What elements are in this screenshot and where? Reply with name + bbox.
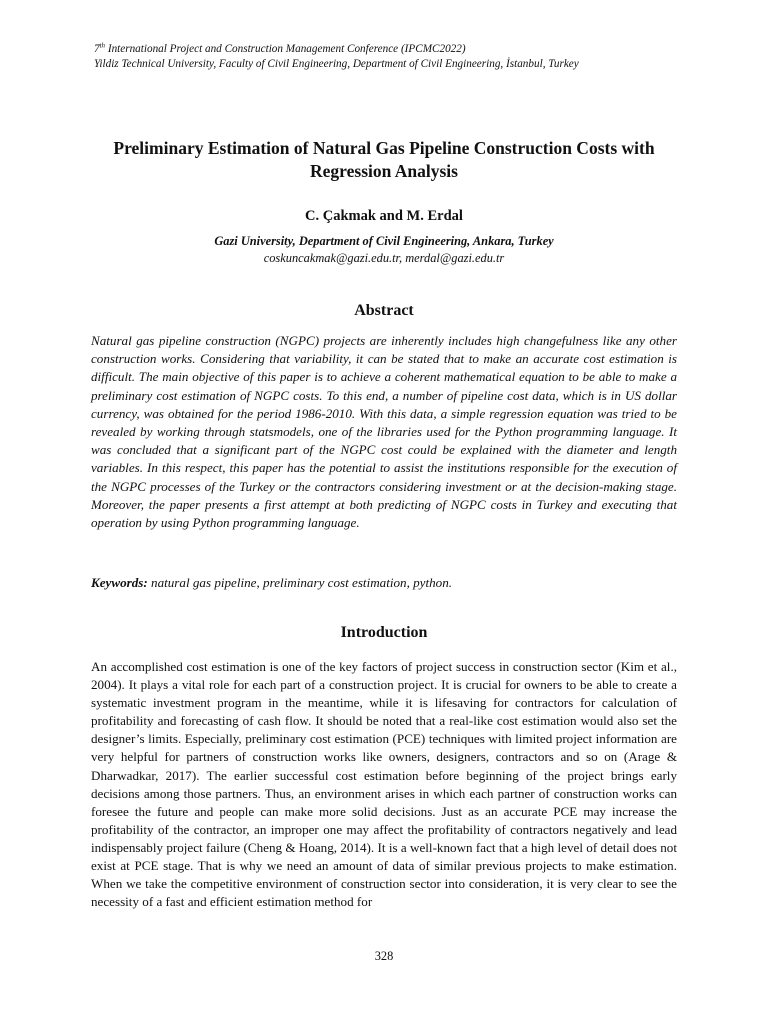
abstract-text: Natural gas pipeline construction (NGPC) projects are inherently includes high changefulness like any other construction works. Considering that variability, it can be stated that to make an accurate cost estimation is difficult. The main objective of this paper is to achieve a coherent mathematical equation to be able to make a preliminary cost estimation of NGPC costs. To this end, a number of pipeline cost data, which is in US dollar currency, was obtained for the period 1986-2010. With this data, a simple regression equation was tried to be revealed by working through statsmodels, one of the libraries used for the Python programming language. It was concluded that a significant part of the NGPC cost could be explained with the diameter and length variables. In this respect, this paper has the potential to assist the institutions responsible for the execution of the NGPC processes of the Turkey or the contractors considering investment or at the decision-making stage. Moreover, the paper presents a first attempt at both predicting of NGPC costs in Turkey and executing that operation by using Python programming language. [91,333,677,531]
paper-authors: C. Çakmak and M. Erdal [305,208,463,224]
author-emails: coskuncakmak@gazi.edu.tr, merdal@gazi.edu.tr [263,251,505,265]
keywords-text: natural gas pipeline, preliminary cost estimation, python. [147,575,453,590]
introduction-text: An accomplished cost estimation is one of the key factors of project success in construction sector (Kim et al., 2004). It plays a vital role for each part of a construction project. It is crucial for owners to be able to create a systematic investment program in the meantime, while it is lifesaving for contractors for calculation of profitability and forecasting of cash flow. It should be noted that a real-like cost estimation would also set the designer’s limits. Especially, preliminary cost estimation (PCE) techniques with limited project information are very helpful for partners of construction works like owners, designers, contractors and so on (Arage & Dharwadkar, 2017). The earlier successful cost estimation before beginning of the project brings early decisions among those partners. Thus, an environment arises in which each partner of construction works can foresee the future and people can make more solid decisions. Just as an accurate PCE may increase the profitability of the contractor, an improper one may affect the profitability of contractors negatively and lead indispensably project failure (Cheng & Hoang, 2014). It is a well-known fact that a high level of detail does not exist at PCE stage. That is why we need an amount of data of similar previous projects to make estimation. When we take the competitive environment of construction sector into consideration, it is very clear to see the necessity of a fast and efficient estimation method for [91,659,677,910]
paper-title: Preliminary Estimation of Natural Gas Pipeline Construction Costs with Regression Analysis [113,138,655,181]
conference-ordinal: th [99,41,106,50]
keywords-line [91,574,677,592]
conference-name: International Project and Construction Management Conference (IPCMC2022) [105,43,466,55]
conference-line [94,42,694,57]
keywords-label: Keywords: [91,575,148,590]
abstract-heading: Abstract [354,302,414,319]
page-number: 328 [374,949,394,963]
conference-header [94,42,694,72]
introduction-heading: Introduction [340,624,428,641]
author-affiliation: Gazi University, Department of Civil Engineering, Ankara, Turkey [214,234,554,248]
conference-number: 7 [94,43,100,55]
university-line: Yildiz Technical University, Faculty of Civil Engineering, Department of Civil Engineering, İstanbul, Turkey [94,58,579,70]
